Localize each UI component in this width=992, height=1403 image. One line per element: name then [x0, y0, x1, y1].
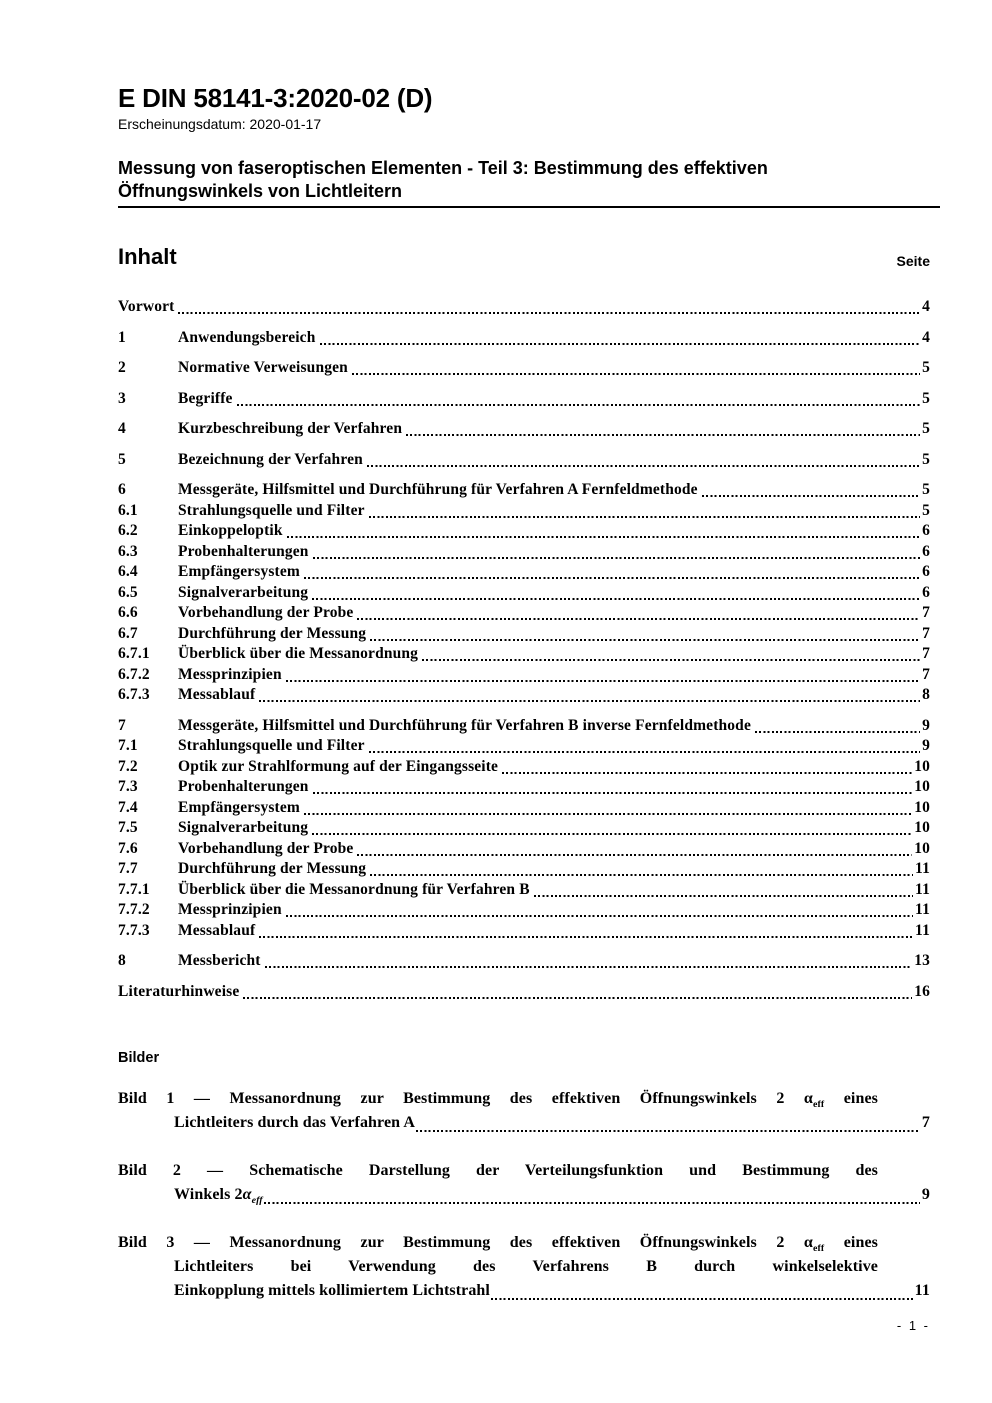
- toc-entry-label: Empfängersystem: [178, 563, 300, 581]
- toc-entry: [118, 921, 930, 942]
- toc-entry-label: Bezeichnung der Verfahren: [178, 450, 363, 468]
- toc-entry-label: Durchführung der Messung: [178, 624, 367, 642]
- dotted-leader: [312, 833, 912, 835]
- toc-entry-label: Einkoppeloptik: [178, 522, 283, 540]
- toc-entry-page: 9: [922, 716, 930, 734]
- toc-entry-page: 10: [914, 839, 930, 857]
- toc-entry-number: 8: [118, 952, 126, 970]
- toc-entry-number: 7.1: [118, 737, 138, 755]
- toc-entry: [118, 716, 930, 737]
- toc-entry: [118, 419, 930, 440]
- toc-entry-page: 11: [915, 860, 930, 878]
- figure-entry: [118, 1159, 930, 1207]
- toc-entry: [118, 839, 930, 860]
- doc-number: E DIN 58141-3:2020-02 (D): [118, 83, 433, 113]
- table-of-contents: [118, 297, 930, 1002]
- toc-entry: [118, 583, 930, 604]
- toc-entry-page: 16: [914, 982, 930, 1000]
- toc-entry-label: Messprinzipien: [178, 901, 282, 919]
- title-divider: [118, 206, 940, 208]
- dotted-leader: [755, 731, 920, 733]
- toc-entry: [118, 624, 930, 645]
- toc-entry: [118, 951, 930, 972]
- toc-entry-label: Signalverarbeitung: [178, 583, 309, 601]
- toc-entry-number: 7.7.1: [118, 880, 150, 898]
- toc-entry-label: Optik zur Strahlformung auf der Eingangsseite: [178, 757, 499, 775]
- toc-entry-page: 13: [914, 952, 930, 970]
- toc-entry-page: 7: [922, 665, 930, 683]
- dotted-leader: [259, 700, 920, 702]
- toc-entry-number: 7.7.2: [118, 901, 150, 919]
- toc-entry: [118, 450, 930, 471]
- toc-entry-page: 5: [922, 481, 930, 499]
- figure-entry-page: 11: [914, 1282, 930, 1300]
- figure-entry-line: [118, 1159, 930, 1183]
- toc-entry: [118, 480, 930, 501]
- toc-entry-number: 5: [118, 450, 126, 468]
- toc-entry-label: Überblick über die Messanordnung: [178, 645, 419, 663]
- dotted-leader: [352, 373, 920, 375]
- toc-entry-number: 3: [118, 389, 126, 407]
- toc-entry-label: Messbericht: [178, 952, 261, 970]
- caption-text: Winkels 2: [174, 1186, 243, 1204]
- toc-entry-page: 8: [922, 686, 930, 704]
- toc-entry-page: 10: [914, 798, 930, 816]
- toc-entry-page: 6: [922, 542, 930, 560]
- dotted-leader: [502, 772, 912, 774]
- toc-entry-page: 5: [922, 420, 930, 438]
- toc-entry-number: 7: [118, 716, 126, 734]
- toc-entry-number: 6.5: [118, 583, 138, 601]
- dotted-leader: [259, 936, 913, 938]
- document-title-line1: Messung von faseroptischen Elementen - Teil 3: Bestimmung des effektiven: [118, 158, 768, 179]
- toc-entry-label: Messablauf: [178, 921, 256, 939]
- toc-entry-label: Überblick über die Messanordnung für Verfahren B: [178, 880, 530, 898]
- page-column-label: Seite: [896, 253, 930, 270]
- figure-entry-text: [174, 1183, 263, 1207]
- toc-entry: [118, 521, 930, 542]
- toc-entry-label: Vorbehandlung der Probe: [178, 604, 354, 622]
- toc-entry-page: 5: [922, 359, 930, 377]
- dotted-leader: [304, 577, 920, 579]
- toc-entry-number: 2: [118, 359, 126, 377]
- toc-entry-number: 7.7: [118, 860, 138, 878]
- toc-entry: [118, 644, 930, 665]
- toc-entry-label: Kurzbeschreibung der Verfahren: [178, 420, 403, 438]
- toc-entry-number: 7.6: [118, 839, 138, 857]
- toc-entry: [118, 501, 930, 522]
- figure-entry-line: [118, 1087, 930, 1111]
- toc-entry-label: Durchführung der Messung: [178, 860, 367, 878]
- toc-entry-label: Probenhalterungen: [178, 778, 309, 796]
- toc-entry: [118, 900, 930, 921]
- caption-text: Einkopplung mittels kollimiertem Lichtstrahl: [174, 1282, 490, 1300]
- toc-entry: [118, 798, 930, 819]
- toc-entry-page: 6: [922, 522, 930, 540]
- dotted-leader: [369, 516, 920, 518]
- dotted-leader: [369, 751, 920, 753]
- dotted-leader: [422, 659, 920, 661]
- toc-entry-number: 4: [118, 420, 126, 438]
- toc-entry: [118, 297, 930, 318]
- subscript-text: eff: [251, 1195, 263, 1207]
- toc-entry-label: Vorbehandlung der Probe: [178, 839, 354, 857]
- dotted-leader: [243, 997, 912, 999]
- toc-entry: [118, 603, 930, 624]
- toc-entry-page: 9: [922, 737, 930, 755]
- toc-entry-label: Begriffe: [178, 389, 233, 407]
- toc-entry-label: Signalverarbeitung: [178, 819, 309, 837]
- toc-entry-page: 7: [922, 624, 930, 642]
- toc-entry: [118, 358, 930, 379]
- toc-entry-number: 6.1: [118, 501, 138, 519]
- toc-entry-page: 6: [922, 583, 930, 601]
- toc-entry-page: 5: [922, 389, 930, 407]
- figure-entry-line: [174, 1255, 930, 1279]
- toc-entry-number: 6.7.3: [118, 686, 150, 704]
- toc-entry-label: Strahlungsquelle und Filter: [178, 501, 365, 519]
- dotted-leader: [237, 404, 921, 406]
- toc-entry-number: 6: [118, 481, 126, 499]
- toc-entry: [118, 859, 930, 880]
- dotted-leader: [287, 536, 920, 538]
- toc-entry-page: 10: [914, 819, 930, 837]
- caption-text: Bild 3 — Messanordnung zur Bestimmung des effektiven Öffnungswinkels 2 α: [118, 1234, 813, 1252]
- dotted-leader: [312, 598, 920, 600]
- dotted-leader: [491, 1298, 913, 1300]
- toc-heading: Inhalt: [118, 244, 177, 270]
- toc-entry-page: 10: [914, 778, 930, 796]
- figures-heading: Bilder: [118, 1050, 160, 1067]
- toc-entry: [118, 982, 930, 1003]
- toc-entry: [118, 665, 930, 686]
- publication-date: Erscheinungsdatum: 2020-01-17: [118, 116, 322, 133]
- subscript-text: eff: [812, 1099, 825, 1111]
- toc-entry-label: Probenhalterungen: [178, 542, 309, 560]
- toc-entry-page: 5: [922, 450, 930, 468]
- caption-text: Bild 1 — Messanordnung zur Bestimmung des effektiven Öffnungswinkels 2 α: [118, 1090, 813, 1108]
- toc-entry-label: Messgeräte, Hilfsmittel und Durchführung für Verfahren A Fernfeldmethode: [178, 481, 698, 499]
- figure-entry-line: [118, 1231, 930, 1255]
- toc-entry: [118, 542, 930, 563]
- figure-entry-line: [174, 1279, 930, 1303]
- document-title: [118, 157, 930, 202]
- toc-entry-label: Anwendungsbereich: [178, 328, 316, 346]
- dotted-leader: [367, 465, 920, 467]
- toc-entry-number: 6.6: [118, 604, 138, 622]
- toc-entry: [118, 328, 930, 349]
- dotted-leader: [702, 495, 920, 497]
- toc-entry: [118, 818, 930, 839]
- toc-entry-page: 5: [922, 501, 930, 519]
- dotted-leader: [286, 915, 913, 917]
- document-title-line2: Öffnungswinkels von Lichtleitern: [118, 180, 403, 201]
- toc-entry-page: 10: [914, 757, 930, 775]
- toc-entry: [118, 757, 930, 778]
- caption-text: eines: [824, 1090, 878, 1108]
- toc-entry-label: Empfängersystem: [178, 798, 300, 816]
- toc-entry-number: 6.2: [118, 522, 138, 540]
- figure-entry: [118, 1231, 930, 1303]
- caption-text: Lichtleiters durch das Verfahren A: [174, 1114, 416, 1132]
- figure-entry: [118, 1087, 930, 1135]
- toc-entry-number: 6.7.1: [118, 645, 150, 663]
- toc-entry-page: 4: [922, 298, 930, 316]
- toc-entry-page: 11: [915, 880, 930, 898]
- toc-entry-number: 7.4: [118, 798, 138, 816]
- toc-entry-page: 6: [922, 563, 930, 581]
- dotted-leader: [178, 312, 920, 314]
- dotted-leader: [406, 434, 920, 436]
- dotted-leader: [370, 874, 913, 876]
- toc-entry-label: Strahlungsquelle und Filter: [178, 737, 365, 755]
- dotted-leader: [304, 813, 912, 815]
- caption-text: eines: [824, 1234, 878, 1252]
- figure-entry-line: [174, 1183, 930, 1207]
- toc-entry-page: 11: [915, 921, 930, 939]
- toc-entry: [118, 880, 930, 901]
- caption-text: α: [242, 1186, 252, 1204]
- dotted-leader: [534, 895, 913, 897]
- dotted-leader: [357, 854, 912, 856]
- toc-entry-label: Messablauf: [178, 686, 256, 704]
- toc-entry: [118, 777, 930, 798]
- toc-entry-label: Messprinzipien: [178, 665, 282, 683]
- caption-text: Lichtleiters bei Verwendung des Verfahrens B durch winkelselektive: [174, 1258, 878, 1276]
- dotted-leader: [313, 557, 921, 559]
- toc-header: [118, 244, 930, 270]
- toc-entry-label: Normative Verweisungen: [178, 359, 348, 377]
- dotted-leader: [320, 343, 921, 345]
- toc-entry-number: 7.7.3: [118, 921, 150, 939]
- caption-text: Bild 2 — Schematische Darstellung der Verteilungsfunktion und Bestimmung des: [118, 1162, 878, 1180]
- figure-entry-text: [174, 1111, 415, 1135]
- toc-entry-number: 6.7: [118, 624, 138, 642]
- dotted-leader: [416, 1130, 920, 1132]
- toc-entry-number: 6.7.2: [118, 665, 150, 683]
- toc-entry-number: 7.5: [118, 819, 138, 837]
- toc-entry-page: 4: [922, 328, 930, 346]
- toc-entry: [118, 562, 930, 583]
- document-page: [118, 0, 930, 1303]
- toc-entry-page: 7: [922, 645, 930, 663]
- toc-entry-label: Literaturhinweise: [118, 982, 240, 1000]
- dotted-leader: [313, 792, 913, 794]
- figure-entry-text: [174, 1279, 490, 1303]
- toc-entry-page: 11: [915, 901, 930, 919]
- toc-entry: [118, 389, 930, 410]
- dotted-leader: [357, 618, 920, 620]
- toc-entry-label: Vorwort: [118, 298, 175, 316]
- figure-entry-line: [174, 1111, 930, 1135]
- toc-entry-number: 6.4: [118, 563, 138, 581]
- figures-list: [118, 1087, 930, 1303]
- toc-entry: [118, 736, 930, 757]
- toc-entry-page: 7: [922, 604, 930, 622]
- toc-entry-number: 1: [118, 328, 126, 346]
- page-number: - 1 -: [896, 1318, 930, 1333]
- dotted-leader: [264, 1202, 920, 1204]
- dotted-leader: [265, 966, 913, 968]
- dotted-leader: [286, 680, 920, 682]
- toc-entry-number: 7.2: [118, 757, 138, 775]
- toc-entry-label: Messgeräte, Hilfsmittel und Durchführung für Verfahren B inverse Fernfeldmethode: [178, 716, 751, 734]
- figure-entry-page: 9: [921, 1186, 930, 1204]
- dotted-leader: [370, 639, 920, 641]
- subscript-text: eff: [812, 1243, 825, 1255]
- figure-entry-page: 7: [921, 1114, 930, 1132]
- toc-entry-number: 6.3: [118, 542, 138, 560]
- toc-entry: [118, 685, 930, 706]
- toc-entry-number: 7.3: [118, 778, 138, 796]
